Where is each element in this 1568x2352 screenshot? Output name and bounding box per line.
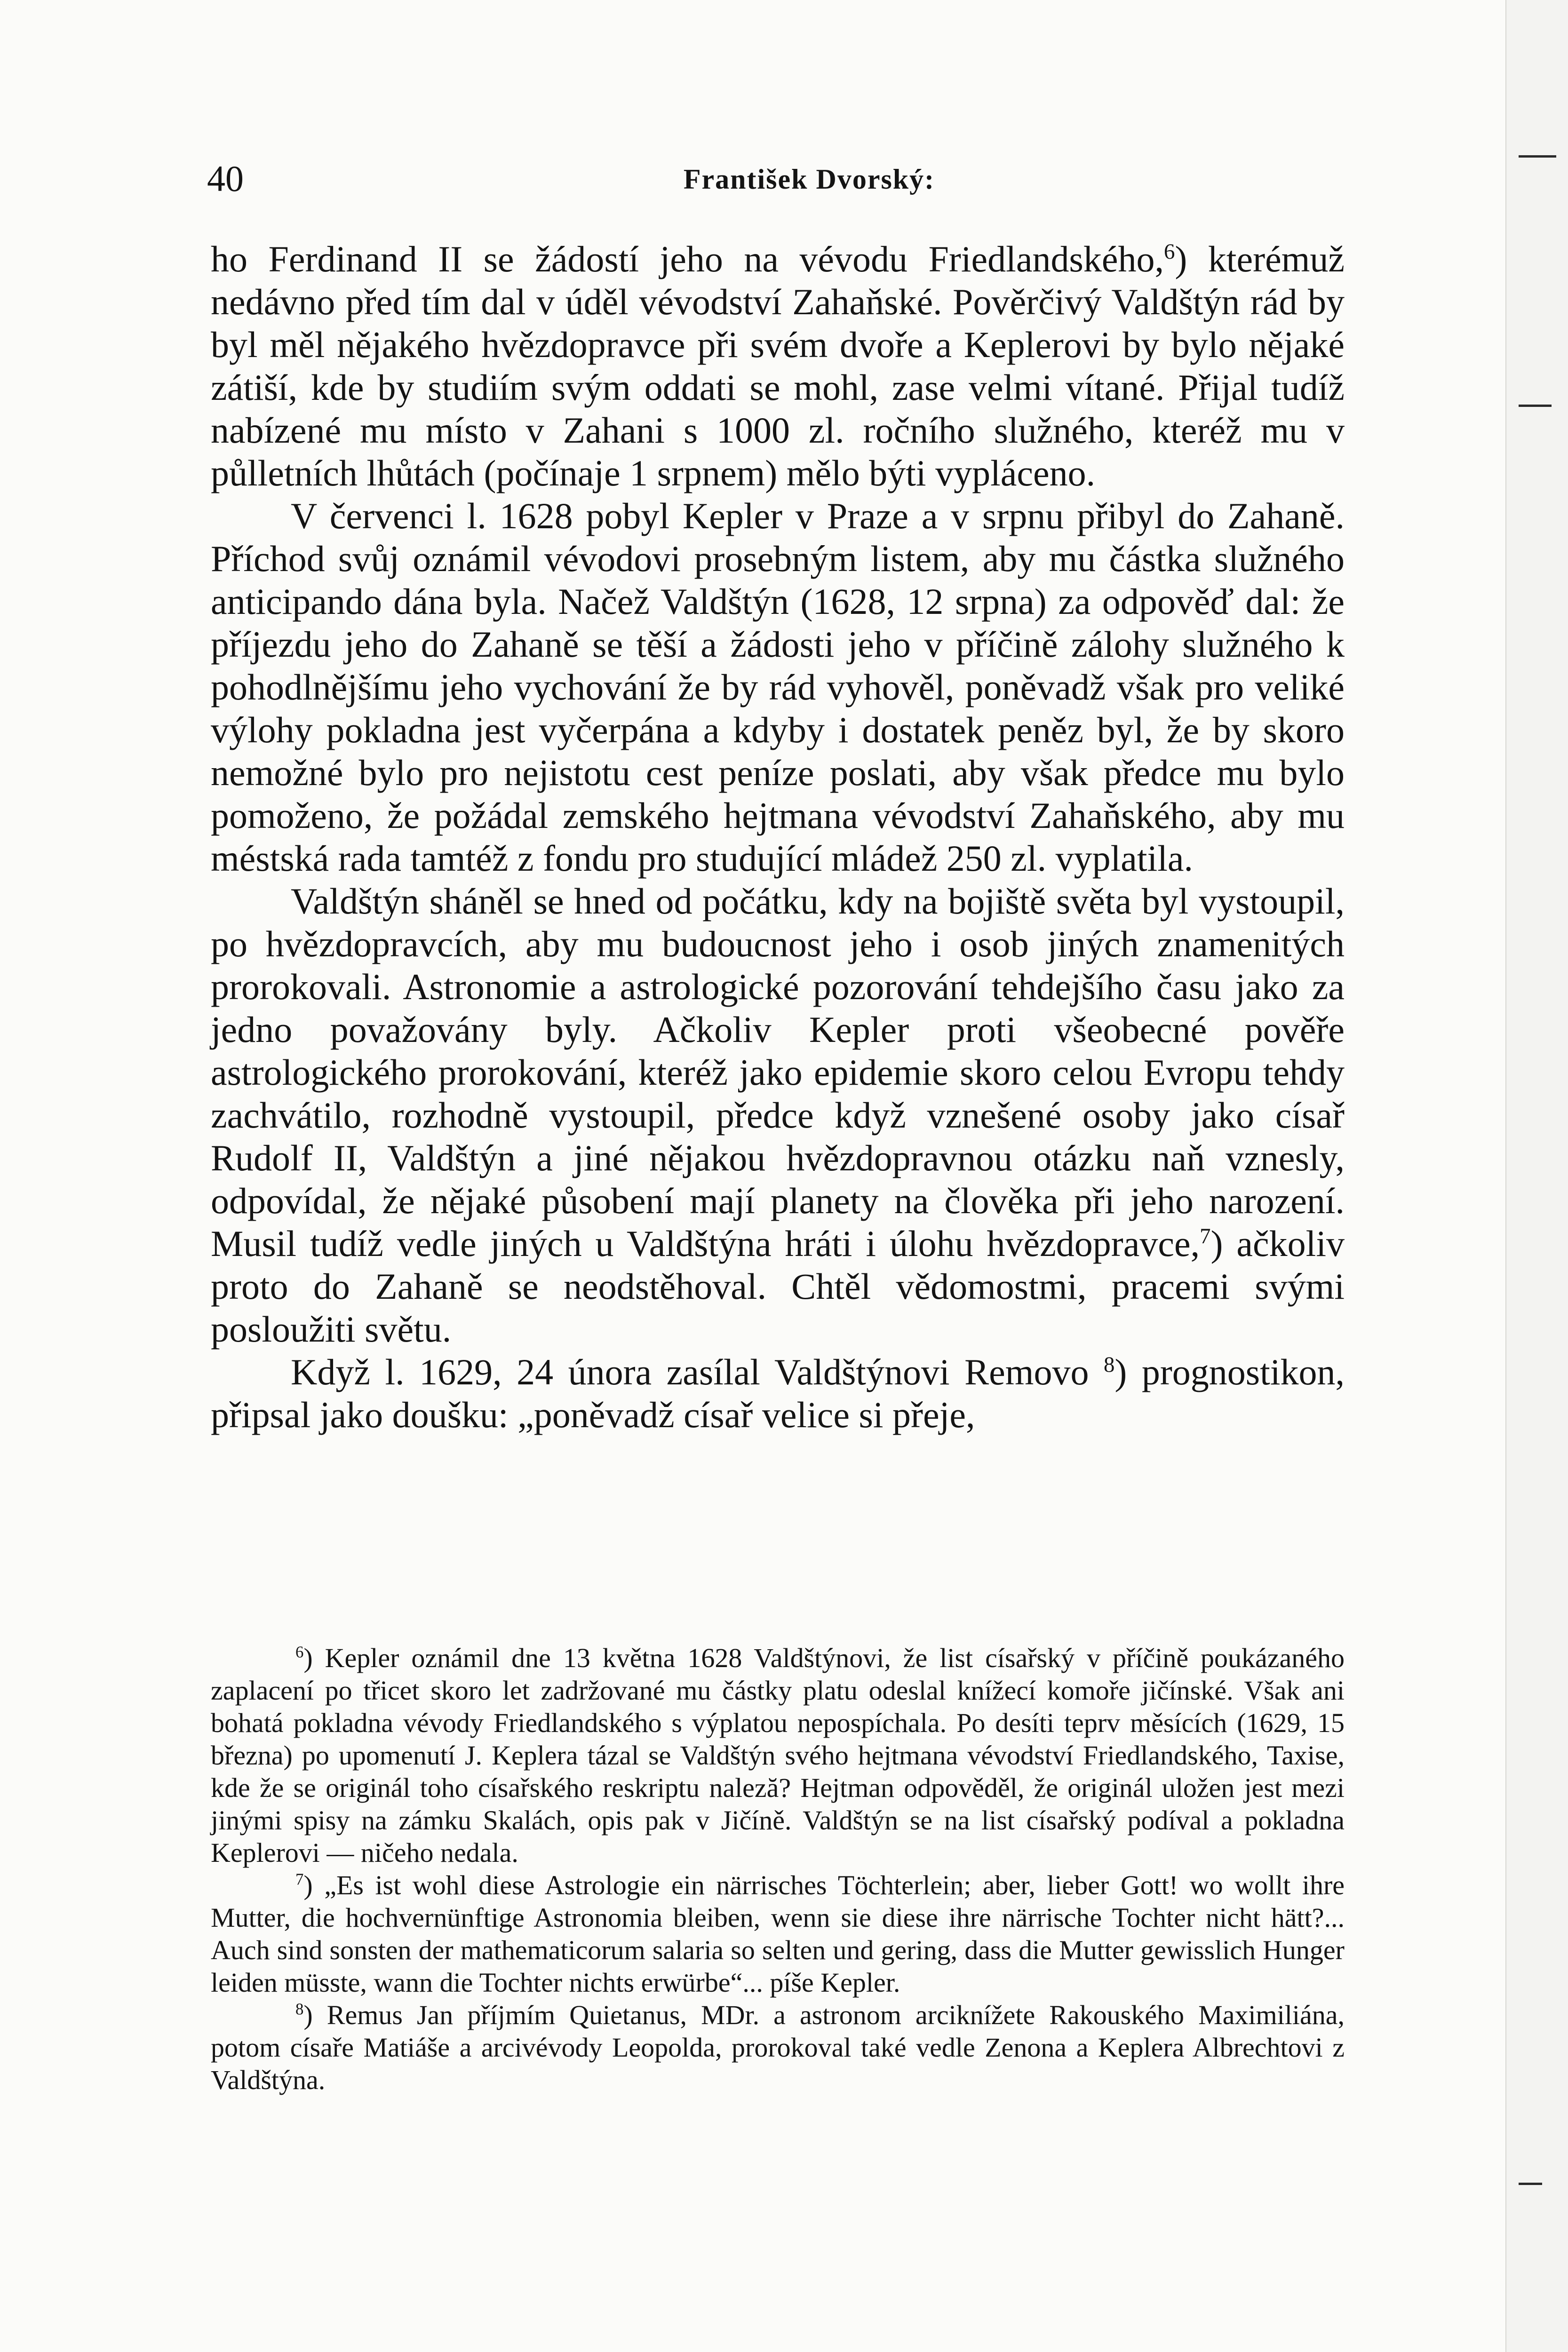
paragraph-text: Když l. 1629, 24 února zasílal Valdštýnovi Removo [291, 1351, 1089, 1392]
page-number: 40 [207, 158, 244, 199]
paragraph-text: ) prognostikon, připsal jako doušku: „poněvadž císař velice si přeje, [211, 1351, 1345, 1435]
paragraph: V červenci l. 1628 pobyl Kepler v Praze a v srpnu přibyl do Zahaně. Příchod svůj oznámil vévodovi prosebným listem, aby mu částka služného anticipando dána byla. Načež Valdštýn (1628, 12 srpna) za odpověď dal: že příjezdu jeho do Zahaně se těší a žádosti jeho v příčině zálohy služného k pohodlnějšímu jeho vychování že by rád vyhověl, poněvadž však pro veliké výlohy pokladna jest vyčerpána a kdyby i dostatek peněz byl, že by skoro nemožné bylo pro nejistotu cest peníze poslati, aby však předce mu bylo pomoženo, že požádal zemského hejtmana vévodství Zahaňského, aby mu méstská rada tamtéž z fondu pro studující mládež 250 zl. vyplatila. [211, 495, 1345, 879]
footnote-mark: 7 [295, 1870, 304, 1889]
paragraph-text: ho Ferdinand II se žádostí jeho na vévodu Friedlandského, [211, 238, 1164, 279]
edge-tick [1519, 405, 1552, 407]
footnote-ref: 7 [1200, 1224, 1211, 1248]
footnotes [211, 1642, 1345, 2096]
footnote-8 [211, 1999, 1345, 2096]
edge-tick [1519, 155, 1556, 158]
running-title: František Dvorský: [683, 164, 935, 195]
footnote-6 [211, 1642, 1345, 1869]
paragraph-text: Valdštýn sháněl se hned od počátku, kdy na bojiště světa byl vystoupil, po hvězdopravcích, aby mu budoucnost jeho i osob jiných znamenitých prorokovali. Astronomie a astrologické pozorování tehdejšího času jako za jedno považovány byly. Ačkoliv Kepler proti všeobecné pověře astrologického prorokování, kteréž jako epidemie skoro celou Evropu tehdy zachvátilo, rozhodně vystoupil, předce když vznešené osoby jako císař Rudolf II, Valdštýn a jiné nějakou hvězdopravnou otázku naň vznesly, odpovídal, že nějaké působení mají planety na člověka při jeho narození. Musil tudíž vedle jiných u Valdštýna hráti i úlohu hvězdopravce, [211, 881, 1345, 1264]
footnote-text: ) Remus Jan příjmím Quietanus, MDr. a astronom arciknížete Rakouského Maximiliána, potom císaře Matiáše a arcivévody Leopolda, prorokoval také vedle Zenona a Keplera Albrechtovi z Valdštýna. [211, 2000, 1345, 2095]
edge-tick [1519, 2183, 1542, 2185]
paragraph [211, 238, 1345, 494]
paragraph [211, 1351, 1345, 1436]
paragraph [211, 880, 1345, 1351]
footnote-mark: 6 [295, 1643, 304, 1661]
footnote-ref: 8 [1103, 1352, 1115, 1377]
footnote-text: ) „Es ist wohl diese Astrologie ein närrisches Töchterlein; aber, lieber Gott! wo wollt ihre Mutter, die hochvernünftige Astronomia bleiben, wenn sie diese ihre närrische Tochter nicht hätt?... Auch sind sonsten der mathematicorum salaria so selten und gering, dass die Mutter gewisslich Hunger leiden müsste, wann die Tochter nichts erwürbe“... píše Kepler. [211, 1870, 1345, 1998]
footnote-7 [211, 1869, 1345, 1999]
body-text [211, 238, 1345, 1436]
paragraph-text: ) ačkoliv proto do Zahaně se neodstěhoval. Chtěl vědomostmi, pracemi svými posloužiti světu. [211, 1223, 1345, 1350]
footnote-mark: 8 [295, 2000, 304, 2018]
paragraph-text: ) kterémuž nedávno před tím dal v úděl vévodství Zahaňské. Pověrčivý Valdštýn rád by byl měl nějakého hvězdopravce při svém dvoře a Keplerovi by bylo nějaké zátiší, kde by studiím svým oddati se mohl, zase velmi vítané. Přijal tudíž nabízené mu místo v Zahani s 1000 zl. ročního služného, kteréž mu v půlletních lhůtách (počínaje 1 srpnem) mělo býti vypláceno. [211, 238, 1345, 493]
footnote-text: ) Kepler oznámil dne 13 května 1628 Valdštýnovi, že list císařský v příčině poukázaného zaplacení po třicet skoro let zadržované mu částky platu odeslal knížecí komoře jičínské. Však ani bohatá pokladna vévody Friedlandského s výplatou nepospíchala. Po desíti teprv měsících (1629, 15 března) po upomenutí J. Keplera tázal se Valdštýn svého hejtmana vévodství Friedlandského, Taxise, kde že se originál toho císařského reskriptu naleză? Hejtman odpověděl, že originál uložen jest mezi jinými spisy na zámku Skalách, opis pak v Jičíně. Valdštýn se na list císařský podíval a pokladna Keplerovi — ničeho nedala. [211, 1643, 1345, 1868]
page-header [207, 155, 1411, 207]
adjacent-page-edge [1505, 0, 1568, 2352]
footnote-ref: 6 [1163, 239, 1175, 264]
